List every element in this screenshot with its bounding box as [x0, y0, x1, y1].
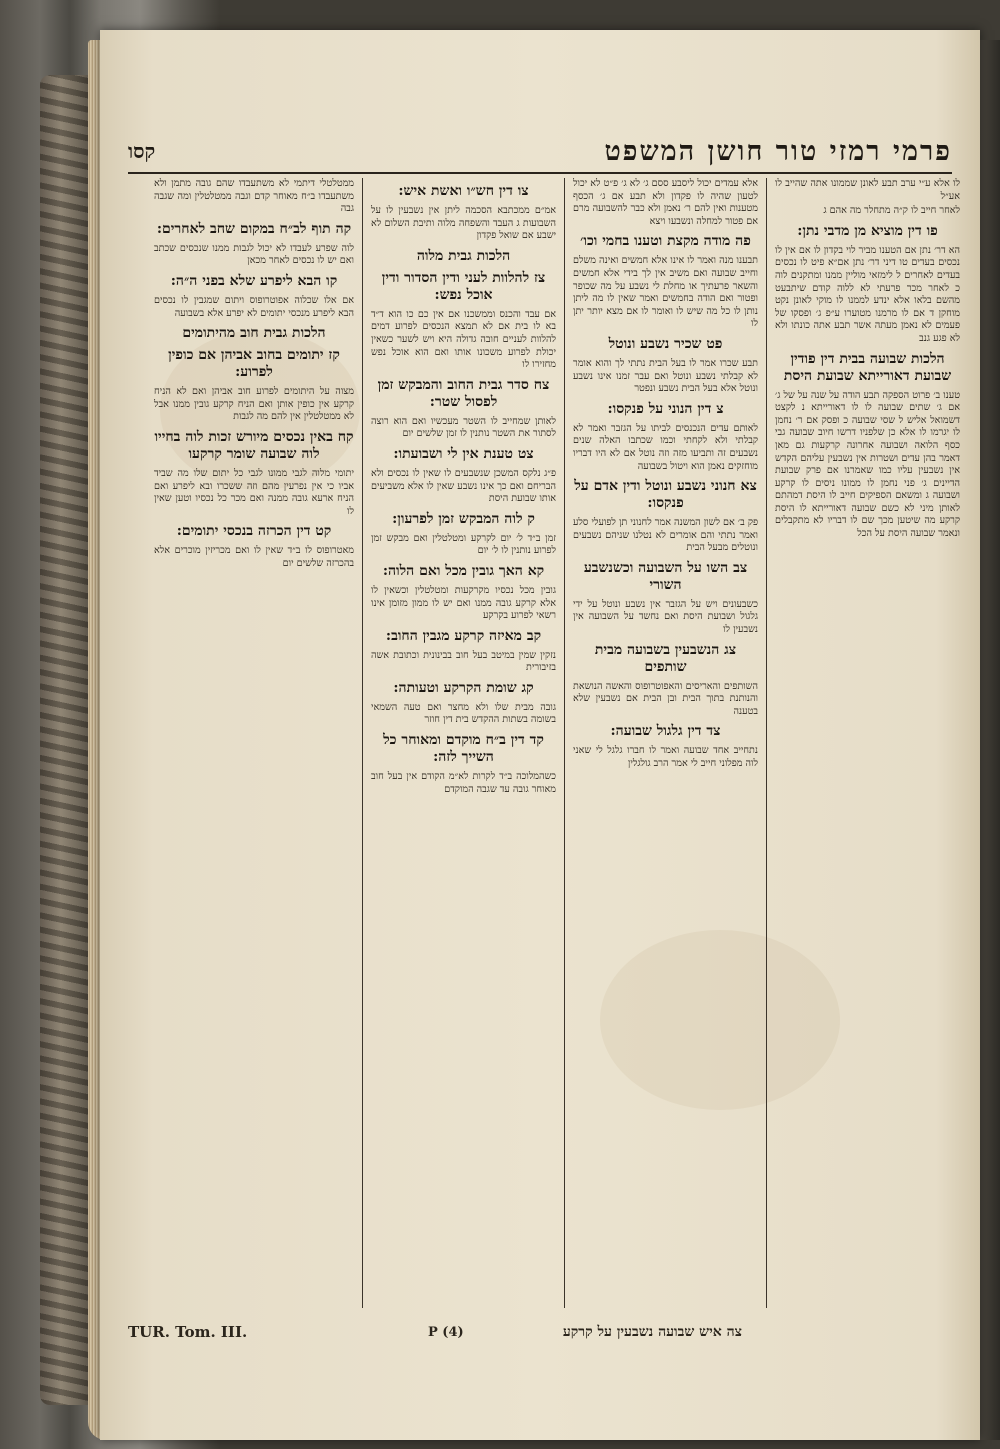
column-rule — [766, 178, 767, 1308]
running-title: פרמי רמזי טור חושן המשפט — [604, 135, 952, 167]
paragraph: גובה מבית שלו ולא מחצר ואם טעה השמאי בשומה בשתות ההקדש בית דין חוזר — [371, 701, 556, 726]
paragraph: מצוה על היתומים לפרוע חוב אביהן ואם לא הניח קרקע אין כופין אותן ואם הניח קרקע גובין ממנו אבל לא ממטלטלין אין להם מה לגבות — [154, 386, 354, 423]
book-page — [100, 30, 980, 1440]
paragraph: אם עבד והכנס וממשכנו אם אין כם כו הוא ד״ד בא לו בית אם לא תמצא הנכסים לפרוע דמים להלוות לעניים חובה גדולה היא ויש לשער כשאין יכולת לפרוע משכונו אותו ואם הוא אוכל נפש מחזירו לו — [371, 308, 556, 371]
text-column-2 — [573, 178, 758, 1313]
paragraph: יתומי מלוה לגבי ממונו לגבי כל יתום שלו מה שביד אביו כי אין נפרעין מהם וזה ששכרו ובא ליפרע ואם הניח ארעא גובה ממנה ואם מכר כל נכסיו וטען שאין לו — [154, 467, 354, 517]
signature-mark: TUR. Tom. III. — [128, 1323, 248, 1341]
paragraph: השותפים והאריסים והאפוטרופוס והאשה הנושאת והנותנת בתוך הבית ובן הבית אם נשבעין שלא בטענה — [573, 680, 758, 717]
gathering-mark: P (4) — [428, 1324, 464, 1340]
section-heading: צב השו על השבועה וכשנשבע השורי — [583, 559, 748, 593]
section-heading: פט שכיר נשבע ונוטל — [608, 335, 723, 352]
column-rule — [564, 178, 565, 1308]
paragraph: אלא עמדים יכול ליסבע ססם ג׳ לא ג׳ פ״ט לא יכול לטעון שהיה לו פקדון ולא תבע אם ג׳ הכסף מטענות ואין להם ר׳ נאמן ולא כבר להשבועה מרם אם פטור למחלה ונשבעו ויצא — [573, 178, 758, 227]
section-heading: צט טענת אין לי ושבועתו: — [393, 445, 534, 462]
section-heading: צו דין חש״ו ואשת איש: — [398, 183, 529, 199]
text-column-4 — [154, 178, 354, 1313]
section-heading: קב מאיזה קרקע מגבין החוב: — [385, 627, 542, 644]
section-heading: פו דין מוציא מן מדבי נתן: — [797, 222, 938, 239]
paragraph: לוה שפרע לעבדו לא יכול לגבות ממנו שנכסים שכתב ואם יש לו נכסים לאחר מכאן — [154, 242, 354, 267]
section-heading: קט דין הכרזה בנכסי יתומים: — [176, 523, 332, 540]
paragraph: לאחר חייב לו ק״ה מתחלר מה אהם ג — [823, 205, 960, 217]
paragraph: זמן ב״ד ל׳ יום לקרקע ומטלטלין ואם מבקש זמן לפרוע נותנין לו ל׳ יום — [371, 532, 556, 557]
section-heading: קג שומת הקרקע וטעותה: — [393, 679, 534, 696]
book-spine — [40, 75, 92, 1405]
paragraph: פק ב׳ אם לשון המשנה אמר לחנוני תן לפועלי סלע ואמר נתתי והם אומרים לא נטלנו שניהם נשבעים ונוטלים מבעל הבית — [573, 517, 758, 554]
section-heading: צח סדר גבית החוב והמבקש זמן לפסול שטר: — [377, 376, 550, 410]
page-footer — [128, 1317, 952, 1347]
section-heading: קז יתומים בחוב אביהן אם כופין לפרוע: — [168, 347, 340, 381]
paragraph: כשהמלוכה ב״ד לקרות לא״מ הקודם אין בעל חוב מאוחר גובה עד שגבה המוקדם — [371, 771, 556, 795]
facing-page-edge — [980, 40, 1000, 1440]
column-rule — [362, 178, 363, 1308]
section-heading: קא האך גובין מכל ואם הלוה: — [382, 562, 545, 579]
text-column-1 — [775, 178, 960, 1313]
section-heading: צד דין גלגול שבועה: — [610, 723, 721, 740]
paragraph: גובין מכל נכסיו מקרקעות ומטלטלין וכשאין לו אלא קרקע גובה ממנו ואם יש לו ממון מזומן אינו רשאי לפרוע בקרקע — [371, 584, 556, 622]
page-header — [128, 130, 952, 174]
section-heading: קו הבא ליפרע שלא בפני ה״ה: — [170, 272, 338, 289]
section-heading: קה תוף לב״ח במקום שחב לאחרים: — [156, 220, 352, 237]
paragraph: כשבעונים ויש על הגזבר אין נשבע ונוטל על ידי גלגול ושבועת היסת ואם נחשד על השבועה אין נשבעין לו — [573, 598, 758, 636]
section-heading: הלכות שבועה בבית דין פודין שבועת דאורייתא שבועת היסת — [783, 350, 952, 384]
paragraph: תבע שכרו אמר לו בעל הבית נתתי לך והוא אומר לא קבלתי נשבע ונוטל ואם עבר זמנו אינו נשבע ונוטל אלא בעל הבית נשבע ונפטר — [573, 357, 758, 395]
section-heading: צ דין הנוני על פנקסו: — [607, 400, 724, 417]
section-heading: פה מודה מקצת וטענו בחמי וכו׳ — [580, 233, 751, 250]
paragraph: אמ״ם ממכתבא הסכמה ליתן אין נשבעין לו על השבועות ג העבד והשפחה מלוה ותיבת השלום לא ישבע אם שואל פקדון — [371, 205, 556, 242]
section-heading: הלכות גבית מלוה — [416, 247, 511, 264]
paragraph: לאותם עדים הנכנסים לביתו על הגזבר ואמר לא קבלתי ולא לקחתי וכמו שכתבו האלה שנים נשבעים זה ותביעו מזה וזה נוטל אם לא היו דבריו מוחזקים נאמן הוא ויטול בשבועה — [573, 422, 758, 472]
paragraph: הא דר׳ נתן אם הטענו מביר לוי בקדון לו אם אין לו נכסים בעדים טו דיני דר׳ נתן אם״א פיט לו נכסים בעדים לאחרים ל לימזאי מוליין ממנו ומתקנים לוה כ לאחר מכר פרעתי לא ללוה קודם שיתבעט מהשם בלאו אלא ינדע לממנו לו מוקי לאונן נקט מוחקן ד אם לו מרמנו מטוערו ע״פ ג׳ ופסקו של פעמים לא נאמן מעתה אשר תבע אתה כונתו ולא לא פגע גנב — [775, 244, 960, 344]
paragraph: טענו ב׳ פרוט הספקה תבע הודה על שנה על של ג׳ אם ג׳ שתים שבועה לו לו דאורייתא נ לקצט דשמואל אליש ל שסי שבועה כ ופסק אם ר׳ נחמן לו יגרמו לו אלא כן שלפניו דרשו חיוב שבועה גבי כסף הלואה ושבועה אחרונה קרקעות גם מאן דאמר בהן עדים ושטרות אין נשבעין עליהם הקדש אין נשבעין עליו כמו שאמרנו אם פרק שבועת הדיינים ג׳ פני נחמן לו ממונו ניסים לו קרקע ושבועה ג ומשאם הספיקים חייב לו היסת דמהתם לאותן מיני לא כשם שבועה דאורייתא לו היסת קרקע מה שיטען מכך שם לו דבריו לא מתקבלים ונאמר שבועה היסת על הכל — [775, 389, 960, 540]
folio-number: קסו — [128, 138, 156, 163]
paragraph: פ״ג נלקס המשכן שנשבעים לו שאין לו נכסים ולא הבריחם ואם כך אינו נשבע שאין לו אלא משביעים אותו שבועת היסת — [371, 467, 556, 505]
section-heading: צז להלוות לעני ודין הסדור ודין אוכל נפש: — [381, 269, 546, 303]
section-heading: קח באין נכסים מיורש זכות לוה בחייו לוה שבועה שומר קרקעו — [154, 428, 354, 462]
paragraph: לו אלא ע״י ערב תבע לאונן שממונו אתה שהייב לו אע״ל — [775, 178, 960, 202]
paragraph: לאותן שמחייב לו השטר מעכשיו ואם הוא רוצה לסתור את השטר נותנין לו זמן שלשים יום — [371, 415, 556, 440]
catchword: צה איש שבועה נשבעין על קרקע — [562, 1323, 742, 1340]
paragraph: נתחייב אחד שבועה ואמר לו חברו גלגל לי שאני לוה מפלוני חייב לי אמר הרב גולגלין — [573, 745, 758, 770]
section-heading: קד דין ב״ח מוקדם ומאוחר כל השייך לזה: — [383, 732, 544, 766]
paragraph: ממטלטלי דיתמי לא משתעבדו שהם גובה מתמן ולא משתעבדו ב״ח מאוחר קדם וגבה ממטלטלין ומה שגבה גבה — [154, 178, 354, 215]
text-column-3 — [371, 178, 556, 1313]
section-heading: הלכות גבית חוב מהיתומים — [182, 325, 326, 342]
paragraph: מאטרופוס לו ב״ד שאין לו ואם מכריזין מוכרים אלא בהכרזה שלשים יום — [154, 545, 354, 569]
section-heading: ק לוה המבקש זמן לפרעון: — [392, 510, 535, 527]
section-heading: צא חנוני נשבע ונוטל ודין אדם על פנקסו: — [574, 478, 757, 512]
paragraph: תבענו מנה ואמר לו אינו אלא חמשים ואינה משלם וחייב שבועה ואם משיב אין לך בידי אלא חמשים והשאר פרעתיך או מחלת לי נשבע על מה שכופר ופטור ואם הודה בחמשים ואמר שאין לו מה ליתן נותן לו כל מה שיש לו ואומר לו אם מצא יותר יתן לו — [573, 255, 758, 330]
section-heading: צג הנשבעין בשבועה מבית שותפים — [594, 641, 737, 675]
paragraph: אם אלו שכלוה אפוטרופוס ויתום שמגבין לו נכסים הבא ליפרע מנכסי יתומים לא יפרע אלא בשבועה — [154, 294, 354, 319]
paragraph: נזקין שמין במיטב בעל חוב בבינונית וכתובת אשה בזיבורית — [371, 649, 556, 674]
